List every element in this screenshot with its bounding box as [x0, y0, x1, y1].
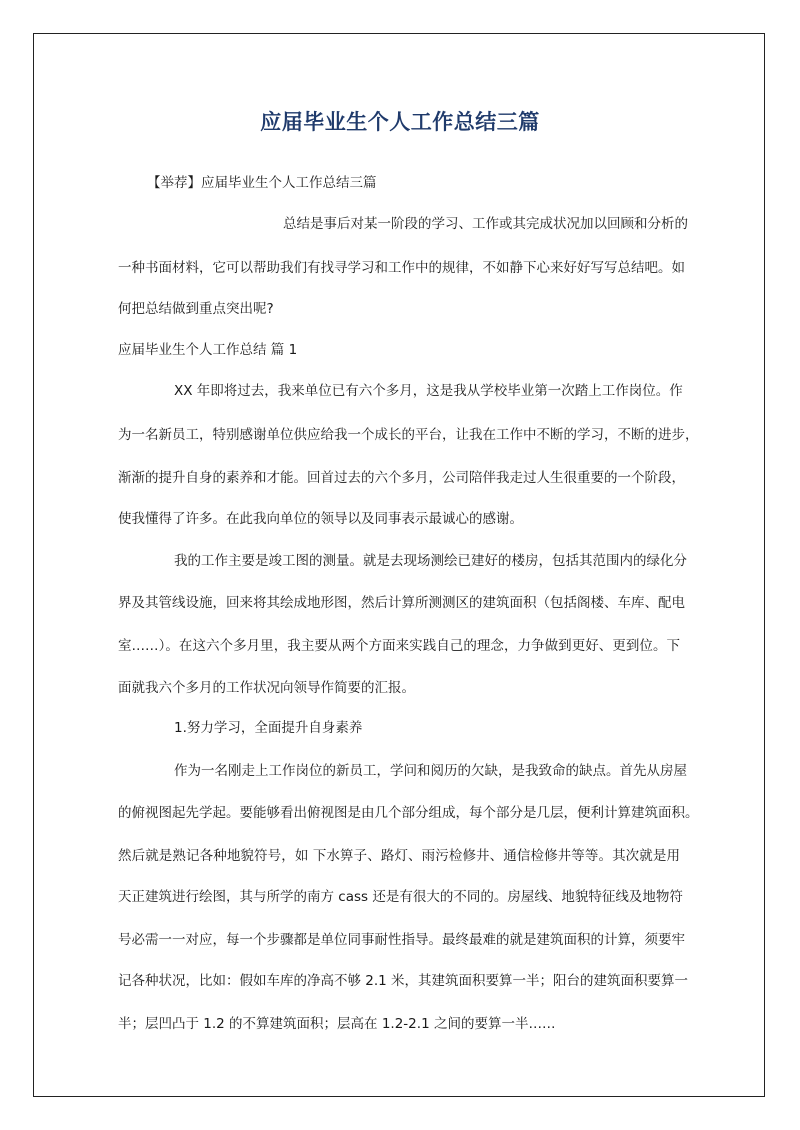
paragraph-2-line-2: 界及其管线设施，回来将其绘成地形图，然后计算所测测区的建筑面积（包括阁楼、车库、配电	[118, 595, 685, 611]
intro-line-3: 何把总结做到重点突出呢?	[118, 301, 274, 317]
paragraph-1-line-4: 使我懂得了许多。在此我向单位的领导以及同事表示最诚心的感谢。	[118, 511, 523, 527]
paragraph-3-line-7: 半；层凹凸于 1.2 的不算建筑面积；层高在 1.2-2.1 之间的要算一半……	[118, 1016, 556, 1032]
section-heading-1: 应届毕业生个人工作总结 篇 1	[118, 342, 298, 358]
subsection-heading-1: 1.努力学习，全面提升自身素养	[174, 720, 363, 736]
intro-line-2: 一种书面材料，它可以帮助我们有找寻学习和工作中的规律，不如静下心来好好写写总结吧。如	[118, 260, 685, 276]
paragraph-1-line-3: 渐渐的提升自身的素养和才能。回首过去的六个多月，公司陪伴我走过人生很重要的一个阶段，	[118, 470, 685, 486]
paragraph-2-line-4: 面就我六个多月的工作状况向领导作简要的汇报。	[118, 680, 415, 696]
paragraph-1-line-2: 为一名新员工，特别感谢单位供应给我一个成长的平台，让我在工作中不断的学习，不断的进步，	[118, 427, 699, 443]
document-title: 应届毕业生个人工作总结三篇	[260, 110, 540, 134]
intro-line-1: 总结是事后对某一阶段的学习、工作或其完成状况加以回顾和分析的	[283, 216, 688, 232]
paragraph-3-line-2: 的俯视图起先学起。要能够看出俯视图是由几个部分组成，每个部分是几层，便利计算建筑面积。	[118, 805, 699, 821]
paragraph-3-line-4: 天正建筑进行绘图，其与所学的南方 cass 还是有很大的不同的。房屋线、地貌特征线及地物符	[118, 889, 683, 905]
paragraph-3-line-5: 号必需一一对应，每一个步骤都是单位同事耐性指导。最终最难的就是建筑面积的计算，须要牢	[118, 932, 685, 948]
recommend-heading: 【举荐】应届毕业生个人工作总结三篇	[147, 175, 377, 191]
paragraph-1-line-1: XX 年即将过去，我来单位已有六个多月，这是我从学校毕业第一次踏上工作岗位。作	[174, 383, 683, 399]
paragraph-2-line-1: 我的工作主要是竣工图的测量。就是去现场测绘已建好的楼房，包括其范围内的绿化分	[174, 553, 687, 569]
paragraph-3-line-6: 记各种状况，比如：假如车库的净高不够 2.1 米，其建筑面积要算一半；阳台的建筑面积要算一	[118, 973, 689, 989]
paragraph-3-line-1: 作为一名刚走上工作岗位的新员工，学问和阅历的欠缺，是我致命的缺点。首先从房屋	[174, 763, 687, 779]
paragraph-3-line-3: 然后就是熟记各种地貌符号，如 下水箅子、路灯、雨污检修井、通信检修井等等。其次就是用	[118, 848, 680, 864]
paragraph-2-line-3: 室……）。在这六个多月里，我主要从两个方面来实践自己的理念，力争做到更好、更到位。下	[118, 638, 680, 654]
